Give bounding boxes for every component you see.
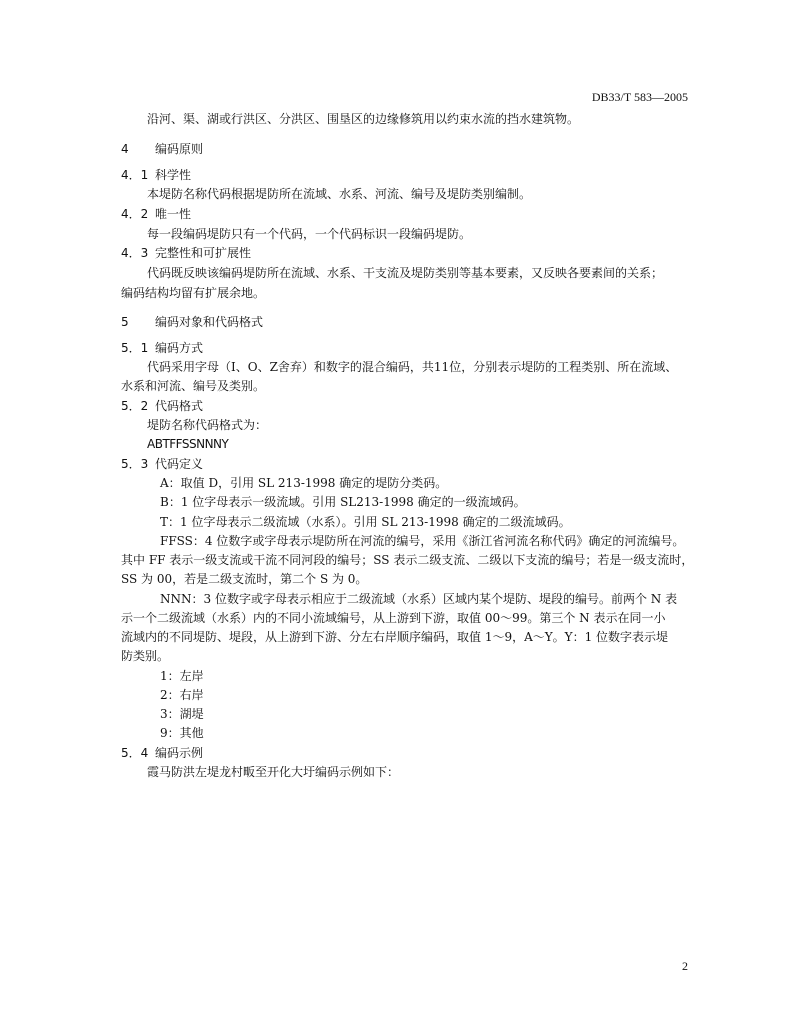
section-title: 代码格式 [155, 399, 204, 413]
paragraph-line: SS 为 00，若是二级支流时，第二个 S 为 0。 [121, 572, 368, 586]
section-number: 4．1 [121, 168, 149, 182]
section-title: 唯一性 [155, 207, 192, 221]
section-number: 5．2 [121, 399, 149, 413]
paragraph-line: 防类别。 [121, 649, 170, 663]
paragraph-line: 代码既反映该编码堤防所在流域、水系、干支流及堤防类别等基本要素，又反映各要素间的关系； [147, 266, 664, 280]
paragraph-line: 沿河、渠、湖或行洪区、分洪区、围垦区的边缘修筑用以约束水流的挡水建筑物。 [147, 112, 580, 126]
section-heading-4 [121, 141, 203, 157]
category-item: 9：其他 [160, 726, 204, 740]
section-number: 4 [121, 142, 129, 156]
standard-code: DB33/T 583—2005 [591, 90, 688, 104]
definition-ffss: FFSS：4 位数字或字母表示堤防所在河流的编号，采用《浙江省河流名称代码》确定的河流编号。 [160, 534, 685, 548]
section-number: 5．3 [121, 457, 149, 471]
section-title: 编码原则 [155, 142, 204, 156]
definition-nnn: NNN：3 位数字或字母表示相应于二级流域（水系）区域内某个堤防、堤段的编号。前两个 N 表 [160, 592, 678, 606]
section-number: 5 [121, 315, 129, 329]
definition-t: T：1 位字母表示二级流域（水系）。引用 SL 213-1998 确定的二级流域码。 [160, 515, 571, 529]
section-title: 科学性 [155, 168, 192, 182]
section-heading-5-1 [121, 340, 203, 356]
section-number: 5．4 [121, 746, 149, 760]
section-heading-4-1 [121, 167, 191, 183]
page-number: 2 [682, 959, 688, 973]
category-item: 3：湖堤 [160, 707, 204, 721]
paragraph-line: 代码采用字母（I、O、Z舍弃）和数字的混合编码，共11位，分别表示堤防的工程类别、所在流域、 [147, 360, 678, 374]
section-heading-5-3 [121, 456, 203, 472]
category-item: 1：左岸 [160, 669, 204, 683]
paragraph-line: 流域内的不同堤防、堤段，从上游到下游、分左右岸顺序编码，取值 1～9，A～Y。Y：1 位数字表示堤 [121, 630, 669, 644]
section-title: 代码定义 [155, 457, 204, 471]
paragraph-line: 示一个二级流域（水系）内的不同小流域编号，从上游到下游，取值 00～99。第三个 N 表示在同一小 [121, 611, 666, 625]
section-title: 编码示例 [155, 746, 204, 760]
paragraph-line: 本堤防名称代码根据堤防所在流域、水系、河流、编号及堤防类别编制。 [147, 187, 532, 201]
section-number: 5．1 [121, 341, 149, 355]
section-heading-4-2 [121, 206, 191, 222]
section-number: 4．3 [121, 246, 149, 260]
section-title: 编码对象和代码格式 [155, 315, 264, 329]
section-heading-5-2 [121, 398, 203, 414]
code-format: ABTFFSSNNNY [147, 437, 229, 451]
paragraph-line: 其中 FF 表示一级支流或干流不同河段的编号；SS 表示二级支流、二级以下支流的编号；若是一级支流时， [121, 553, 694, 567]
paragraph-line: 水系和河流、编号及类别。 [121, 379, 266, 393]
section-number: 4．2 [121, 207, 149, 221]
paragraph-line: 编码结构均留有扩展余地。 [121, 286, 266, 300]
section-title: 编码方式 [155, 341, 204, 355]
section-heading-5 [121, 314, 263, 330]
section-heading-4-3 [121, 245, 251, 261]
section-title: 完整性和可扩展性 [155, 246, 252, 260]
paragraph-line: 堤防名称代码格式为： [147, 418, 268, 432]
definition-a: A：取值 D，引用 SL 213-1998 确定的堤防分类码。 [160, 476, 448, 490]
paragraph-line: 霞马防洪左堤龙村畈至开化大圩编码示例如下： [147, 765, 400, 779]
definition-b: B：1 位字母表示一级流域。引用 SL213-1998 确定的一级流域码。 [160, 495, 526, 509]
section-heading-5-4 [121, 745, 203, 761]
category-item: 2：右岸 [160, 688, 204, 702]
paragraph-line: 每一段编码堤防只有一个代码，一个代码标识一段编码堤防。 [147, 227, 472, 241]
